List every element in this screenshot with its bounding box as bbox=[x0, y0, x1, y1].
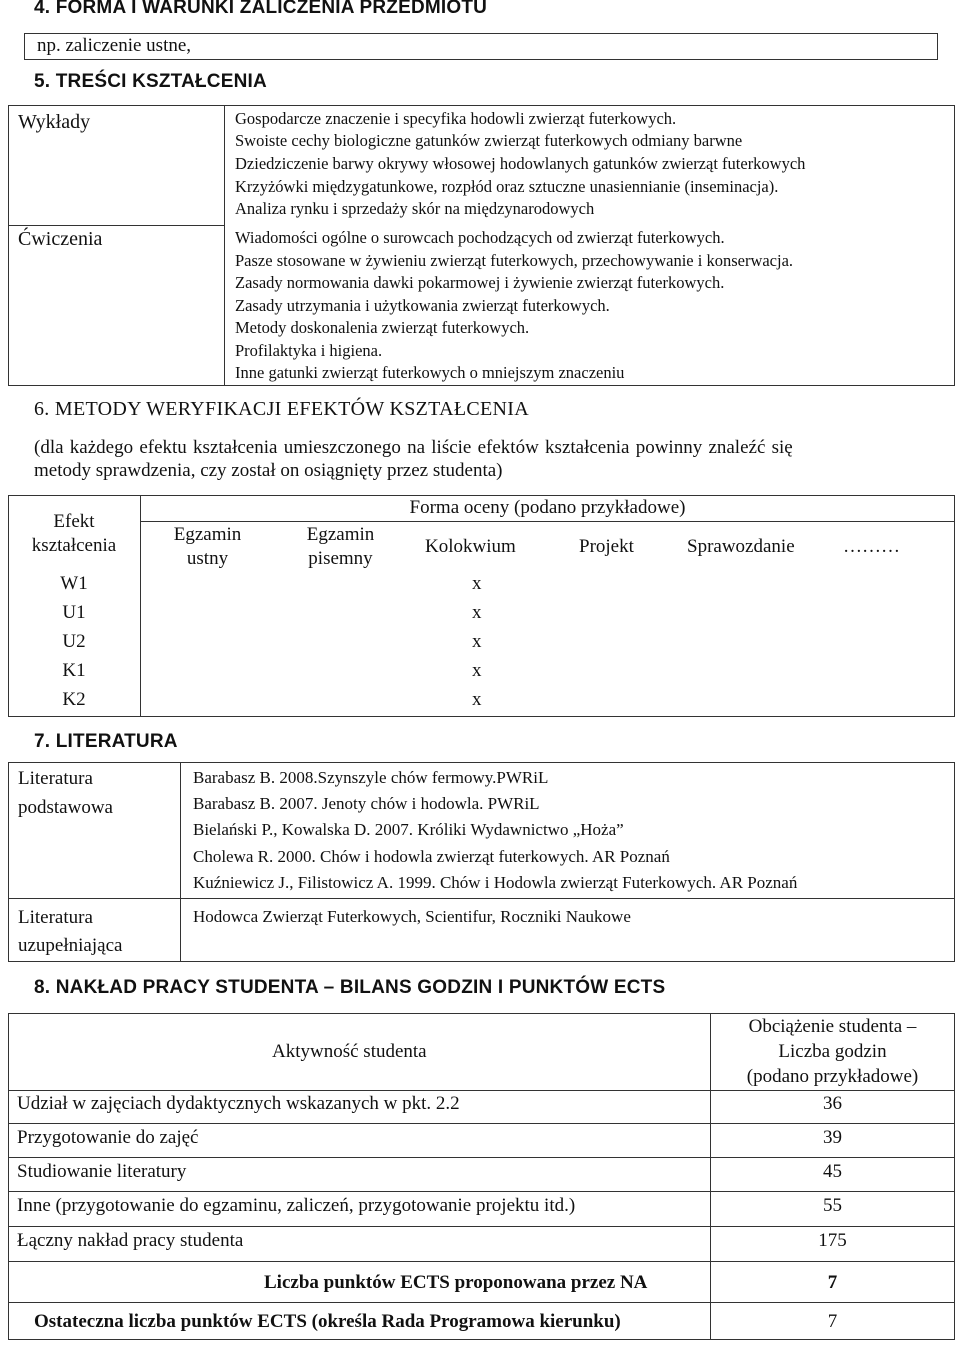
activity-label: Przygotowanie do zajęć bbox=[17, 1127, 199, 1148]
section-6-intro: (dla każdego efektu kształcenia umieszczonego na liście efektów kształcenia powinny znaleźć się bbox=[34, 437, 793, 458]
effect-cell: U1 bbox=[62, 602, 86, 623]
col-written: Egzamin bbox=[306, 524, 375, 545]
literature-item: Kuźniewicz J., Filistowicz A. 1999. Chów i Hodowla zwierząt Futerkowych. AR Poznań bbox=[193, 873, 798, 892]
mark-cell: x bbox=[472, 573, 482, 594]
col-project: Projekt bbox=[579, 536, 634, 557]
effect-header: kształcenia bbox=[31, 535, 117, 556]
section-4-title: 4. FORMA I WARUNKI ZALICZENIA PRZEDMIOTU bbox=[34, 0, 488, 18]
activity-hours: 45 bbox=[823, 1161, 842, 1182]
lecture-item: Gospodarcze znaczenie i specyfika hodowli zwierząt futerkowych. bbox=[235, 109, 677, 128]
supplementary-literature-item: Hodowca Zwierząt Futerkowych, Scientifur, Roczniki Naukowe bbox=[193, 907, 631, 926]
ects-proposed-label: Liczba punktów ECTS proponowana przez NA bbox=[264, 1272, 648, 1293]
section-8-title: 8. NAKŁAD PRACY STUDENTA – BILANS GODZIN I PUNKTÓW ECTS bbox=[34, 977, 666, 998]
col-load: (podano przykładowe) bbox=[746, 1066, 919, 1087]
mark-cell: x bbox=[472, 602, 482, 623]
section-4-box bbox=[24, 33, 938, 60]
lecture-item: Swoiste cechy biologiczne gatunków zwierząt futerkowych odmiany barwne bbox=[235, 131, 743, 150]
activity-hours: 55 bbox=[823, 1195, 842, 1216]
col-oral: ustny bbox=[186, 548, 229, 569]
supplementary-literature-label: uzupełniająca bbox=[18, 935, 123, 956]
effect-cell: U2 bbox=[62, 631, 86, 652]
exercise-item: Zasady utrzymania i użytkowania zwierząt futerkowych. bbox=[235, 296, 610, 315]
activity-label: Łączny nakład pracy studenta bbox=[17, 1230, 244, 1251]
lecture-item: Analiza rynku i sprzedaży skór na międzynarodowych bbox=[235, 199, 595, 218]
exercise-item: Inne gatunki zwierząt futerkowych o mniejszym znaczeniu bbox=[235, 363, 625, 382]
col-report: Sprawozdanie bbox=[687, 536, 795, 557]
ects-final-label: Ostateczna liczba punktów ECTS (określa Rada Programowa kierunku) bbox=[34, 1311, 621, 1332]
activity-label: Studiowanie literatury bbox=[17, 1161, 187, 1182]
activity-hours: 175 bbox=[818, 1230, 847, 1251]
col-load: Obciążenie studenta – bbox=[748, 1016, 917, 1037]
effect-cell: W1 bbox=[60, 573, 88, 594]
effect-header: Efekt bbox=[53, 511, 95, 532]
ects-final-value: 7 bbox=[827, 1311, 838, 1332]
effect-cell: K1 bbox=[62, 660, 86, 681]
col-activity: Aktywność studenta bbox=[272, 1041, 427, 1062]
section-6-intro: metody sprawdzenia, czy został on osiągnięty przez studenta) bbox=[34, 460, 503, 481]
exercise-item: Pasze stosowane w żywieniu zwierząt futerkowych, przechowywanie i konserwacja. bbox=[235, 251, 794, 270]
col-written: pisemny bbox=[308, 548, 373, 569]
exercise-item: Profilaktyka i higiena. bbox=[235, 341, 383, 360]
section-6-title: 6. METODY WERYFIKACJI EFEKTÓW KSZTAŁCENIA bbox=[34, 398, 529, 420]
col-more: ……… bbox=[843, 536, 900, 557]
activity-label: Udział w zajęciach dydaktycznych wskazanych w pkt. 2.2 bbox=[17, 1093, 460, 1114]
col-load: Liczba godzin bbox=[778, 1041, 887, 1062]
col-colloquium: Kolokwium bbox=[425, 536, 516, 557]
literature-item: Barabasz B. 2008.Szynszyle chów fermowy.PWRiL bbox=[193, 768, 549, 787]
mark-cell: x bbox=[472, 631, 482, 652]
col-oral: Egzamin bbox=[173, 524, 242, 545]
basic-literature-label: Literatura bbox=[18, 768, 93, 789]
exercise-item: Zasady normowania dawki pokarmowej i żywienie zwierząt futerkowych. bbox=[235, 273, 725, 292]
assessment-form-text: np. zaliczenie ustne, bbox=[37, 35, 192, 56]
basic-literature-label: podstawowa bbox=[18, 797, 113, 818]
activity-hours: 39 bbox=[823, 1127, 842, 1148]
effect-cell: K2 bbox=[62, 689, 86, 710]
mark-cell: x bbox=[472, 689, 482, 710]
literature-item: Barabasz B. 2007. Jenoty chów i hodowla. PWRiL bbox=[193, 794, 540, 813]
activity-label: Inne (przygotowanie do egzaminu, zaliczeń, przygotowanie projektu itd.) bbox=[17, 1195, 576, 1216]
literature-item: Cholewa R. 2000. Chów i hodowla zwierząt futerkowych. AR Poznań bbox=[193, 847, 670, 866]
supplementary-literature-label: Literatura bbox=[18, 907, 93, 928]
section-7-title: 7. LITERATURA bbox=[34, 731, 178, 752]
form-header: Forma oceny (podano przykładowe) bbox=[409, 497, 686, 518]
activity-hours: 36 bbox=[823, 1093, 842, 1114]
exercise-item: Wiadomości ogólne o surowcach pochodzących od zwierząt futerkowych. bbox=[235, 228, 725, 247]
literature-item: Bielański P., Kowalska D. 2007. Króliki Wydawnictwo „Hoża” bbox=[193, 820, 624, 839]
lectures-label: Wykłady bbox=[18, 111, 91, 133]
exercises-label: Ćwiczenia bbox=[18, 228, 103, 250]
lecture-item: Dziedziczenie barwy okrywy włosowej hodowlanych gatunków zwierząt futerkowych bbox=[235, 154, 806, 173]
mark-cell: x bbox=[472, 660, 482, 681]
exercise-item: Metody doskonalenia zwierząt futerkowych. bbox=[235, 318, 530, 337]
lecture-item: Krzyżówki międzygatunkowe, rozpłód oraz sztuczne unasiennianie (inseminacja). bbox=[235, 177, 779, 196]
ects-proposed-value: 7 bbox=[827, 1272, 838, 1293]
section-5-title: 5. TREŚCI KSZTAŁCENIA bbox=[34, 71, 267, 92]
